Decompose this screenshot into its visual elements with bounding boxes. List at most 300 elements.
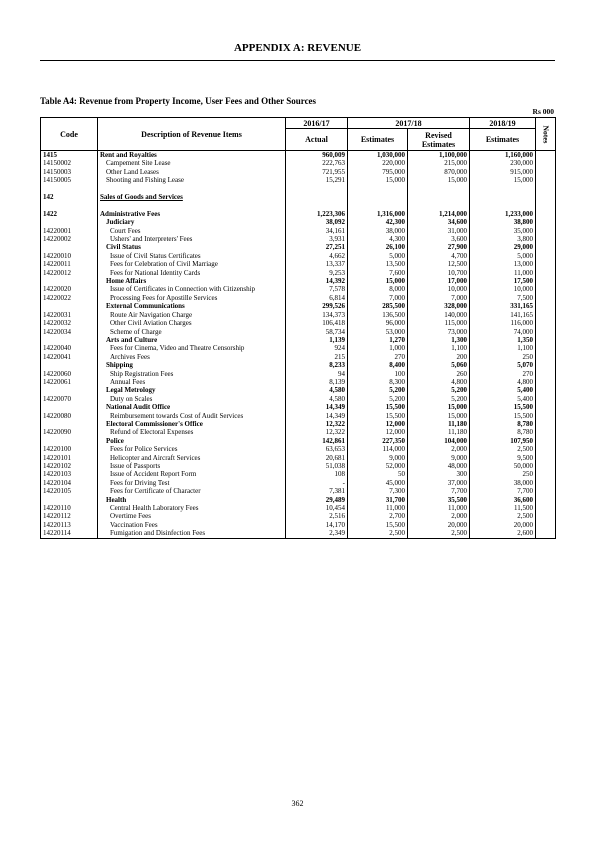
cell-description: Refund of Electoral Expenses <box>98 428 286 436</box>
cell-actual-2016-17: 10,454 <box>286 504 348 512</box>
cell-estimates-2017-18: 136,500 <box>348 311 408 319</box>
cell-notes <box>536 218 556 226</box>
cell-estimates-2017-18: 5,200 <box>348 386 408 394</box>
cell-estimates-2017-18: 15,000 <box>348 277 408 285</box>
cell-estimates-2018-19: 8,780 <box>470 420 536 428</box>
cell-revised-2017-18: 140,000 <box>408 311 470 319</box>
cell-estimates-2017-18: 5,200 <box>348 395 408 403</box>
cell-estimates-2018-19: 3,800 <box>470 235 536 243</box>
cell-notes <box>536 336 556 344</box>
cell-code: 14220040 <box>41 344 98 352</box>
cell-notes <box>536 479 556 487</box>
cell-estimates-2018-19: 36,600 <box>470 496 536 504</box>
cell-notes <box>536 269 556 277</box>
cell-actual-2016-17: 215 <box>286 353 348 361</box>
cell-notes <box>536 201 556 209</box>
cell-actual-2016-17: 6,814 <box>286 294 348 302</box>
cell-description: Archives Fees <box>98 353 286 361</box>
cell-actual-2016-17: 134,373 <box>286 311 348 319</box>
cell-estimates-2018-19: 915,000 <box>470 168 536 176</box>
cell-actual-2016-17: 4,662 <box>286 252 348 260</box>
table-row <box>41 294 556 302</box>
cell-code: 14220102 <box>41 462 98 470</box>
cell-revised-2017-18: 870,000 <box>408 168 470 176</box>
cell-revised-2017-18: 12,500 <box>408 260 470 268</box>
cell-description: Central Health Laboratory Fees <box>98 504 286 512</box>
cell-description: Helicopter and Aircraft Services <box>98 454 286 462</box>
cell-estimates-2018-19: 2,500 <box>470 445 536 453</box>
cell-estimates-2017-18: 7,000 <box>348 294 408 302</box>
cell-code: 14220112 <box>41 512 98 520</box>
cell-revised-2017-18: 5,200 <box>408 386 470 394</box>
table-row <box>41 260 556 268</box>
cell-description: Issue of Certificates in Connection with Citizenship <box>98 285 286 293</box>
cell-code: 14220002 <box>41 235 98 243</box>
cell-estimates-2017-18: 2,500 <box>348 529 408 538</box>
cell-estimates-2018-19: 8,780 <box>470 428 536 436</box>
table-row <box>41 168 556 176</box>
table-row <box>41 193 556 201</box>
col-header-year-2017-18: 2017/18 <box>348 118 470 129</box>
cell-notes <box>536 294 556 302</box>
cell-revised-2017-18 <box>408 185 470 193</box>
cell-actual-2016-17: 299,526 <box>286 302 348 310</box>
cell-estimates-2018-19: 10,000 <box>470 285 536 293</box>
table-row <box>41 353 556 361</box>
cell-notes <box>536 227 556 235</box>
cell-code: 14220031 <box>41 311 98 319</box>
table-row <box>41 496 556 504</box>
cell-description <box>98 193 286 201</box>
cell-notes <box>536 386 556 394</box>
cell-notes <box>536 302 556 310</box>
cell-notes <box>536 260 556 268</box>
table-row <box>41 470 556 478</box>
cell-actual-2016-17: 12,322 <box>286 428 348 436</box>
cell-notes <box>536 403 556 411</box>
notes-label: Notes <box>541 125 551 143</box>
cell-actual-2016-17: 14,349 <box>286 403 348 411</box>
table-row <box>41 328 556 336</box>
cell-code <box>41 218 98 226</box>
cell-revised-2017-18: 260 <box>408 370 470 378</box>
table-row <box>41 344 556 352</box>
cell-estimates-2017-18: 12,000 <box>348 428 408 436</box>
cell-estimates-2017-18: 15,000 <box>348 176 408 184</box>
cell-actual-2016-17: 4,580 <box>286 386 348 394</box>
cell-actual-2016-17: 222,763 <box>286 159 348 167</box>
cell-actual-2016-17: 15,291 <box>286 176 348 184</box>
cell-description: Route Air Navigation Charge <box>98 311 286 319</box>
cell-description: Fees for Celebration of Civil Marriage <box>98 260 286 268</box>
cell-revised-2017-18: 104,000 <box>408 437 470 445</box>
cell-code: 14220041 <box>41 353 98 361</box>
cell-estimates-2018-19: 1,160,000 <box>470 151 536 160</box>
cell-revised-2017-18: 5,200 <box>408 395 470 403</box>
table-row <box>41 462 556 470</box>
cell-estimates-2018-19: 2,600 <box>470 529 536 538</box>
table-row <box>41 277 556 285</box>
table-row <box>41 529 556 538</box>
cell-revised-2017-18: 73,000 <box>408 328 470 336</box>
cell-notes <box>536 159 556 167</box>
cell-notes <box>536 370 556 378</box>
col-header-estimates-2018-19: Estimates <box>470 129 536 151</box>
cell-estimates-2018-19: 74,000 <box>470 328 536 336</box>
table-row <box>41 454 556 462</box>
cell-estimates-2018-19 <box>470 193 536 201</box>
cell-notes <box>536 185 556 193</box>
cell-notes <box>536 487 556 495</box>
cell-code: 14220001 <box>41 227 98 235</box>
cell-description: Issue of Civil Status Certificates <box>98 252 286 260</box>
cell-description: Fumigation and Disinfection Fees <box>98 529 286 538</box>
cell-code <box>41 243 98 251</box>
cell-revised-2017-18: 20,000 <box>408 521 470 529</box>
cell-estimates-2017-18: 795,000 <box>348 168 408 176</box>
cell-notes <box>536 521 556 529</box>
cell-revised-2017-18: 4,800 <box>408 378 470 386</box>
cell-notes <box>536 454 556 462</box>
cell-code: 14150002 <box>41 159 98 167</box>
cell-code: 14220105 <box>41 487 98 495</box>
table-row <box>41 420 556 428</box>
col-header-revised-estimates: Revised Estimates <box>408 129 470 151</box>
cell-description: Reimbursement towards Cost of Audit Services <box>98 412 286 420</box>
cell-code: 14220101 <box>41 454 98 462</box>
cell-actual-2016-17: 58,734 <box>286 328 348 336</box>
table-row <box>41 185 556 193</box>
cell-actual-2016-17: 94 <box>286 370 348 378</box>
cell-notes <box>536 361 556 369</box>
table-row <box>41 512 556 520</box>
cell-notes <box>536 277 556 285</box>
cell-code <box>41 361 98 369</box>
cell-description: Civil Status <box>98 243 286 251</box>
cell-description: Court Fees <box>98 227 286 235</box>
cell-estimates-2018-19: 1,100 <box>470 344 536 352</box>
cell-revised-2017-18: 10,700 <box>408 269 470 277</box>
cell-code <box>41 201 98 209</box>
cell-description: Police <box>98 437 286 445</box>
cell-code: 14220080 <box>41 412 98 420</box>
cell-description: Duty on Scales <box>98 395 286 403</box>
cell-revised-2017-18: 2,000 <box>408 445 470 453</box>
cell-description: Shooting and Fishing Lease <box>98 176 286 184</box>
cell-actual-2016-17: 20,681 <box>286 454 348 462</box>
cell-actual-2016-17: 2,516 <box>286 512 348 520</box>
cell-revised-2017-18: 1,300 <box>408 336 470 344</box>
cell-description: Ship Registration Fees <box>98 370 286 378</box>
cell-actual-2016-17: 27,251 <box>286 243 348 251</box>
cell-revised-2017-18: 11,180 <box>408 420 470 428</box>
cell-actual-2016-17: 51,038 <box>286 462 348 470</box>
cell-estimates-2017-18: 42,300 <box>348 218 408 226</box>
cell-revised-2017-18: 4,700 <box>408 252 470 260</box>
cell-description: Issue of Accident Report Form <box>98 470 286 478</box>
cell-description: Scheme of Charge <box>98 328 286 336</box>
cell-revised-2017-18: 17,000 <box>408 277 470 285</box>
cell-estimates-2017-18: 7,600 <box>348 269 408 277</box>
units-label: Rs 000 <box>532 107 554 116</box>
cell-revised-2017-18: 115,000 <box>408 319 470 327</box>
cell-estimates-2018-19: 116,000 <box>470 319 536 327</box>
cell-estimates-2017-18: 52,000 <box>348 462 408 470</box>
cell-code: 14220011 <box>41 260 98 268</box>
cell-code: 14220100 <box>41 445 98 453</box>
table-row <box>41 428 556 436</box>
cell-estimates-2018-19: 38,800 <box>470 218 536 226</box>
cell-description: Administrative Fees <box>98 210 286 218</box>
cell-estimates-2018-19: 5,400 <box>470 386 536 394</box>
table-row <box>41 378 556 386</box>
cell-revised-2017-18: 35,500 <box>408 496 470 504</box>
table-row <box>41 218 556 226</box>
table-row <box>41 235 556 243</box>
cell-revised-2017-18: 5,060 <box>408 361 470 369</box>
cell-estimates-2018-19: 5,000 <box>470 252 536 260</box>
cell-description: Fees for Cinema, Video and Theatre Censorship <box>98 344 286 352</box>
cell-code: 14220070 <box>41 395 98 403</box>
cell-notes <box>536 529 556 538</box>
cell-estimates-2017-18 <box>348 193 408 201</box>
cell-notes <box>536 412 556 420</box>
table-row <box>41 336 556 344</box>
cell-actual-2016-17: 34,161 <box>286 227 348 235</box>
cell-notes <box>536 395 556 403</box>
cell-estimates-2017-18: 100 <box>348 370 408 378</box>
cell-estimates-2018-19: 15,500 <box>470 412 536 420</box>
cell-actual-2016-17 <box>286 185 348 193</box>
cell-estimates-2018-19: 7,500 <box>470 294 536 302</box>
cell-code <box>41 277 98 285</box>
cell-revised-2017-18: 15,000 <box>408 403 470 411</box>
cell-notes <box>536 176 556 184</box>
cell-notes <box>536 243 556 251</box>
cell-notes <box>536 311 556 319</box>
cell-revised-2017-18: 7,000 <box>408 294 470 302</box>
cell-actual-2016-17: 2,349 <box>286 529 348 538</box>
cell-estimates-2017-18: 15,500 <box>348 412 408 420</box>
cell-code: 14220022 <box>41 294 98 302</box>
cell-description: National Audit Office <box>98 403 286 411</box>
cell-estimates-2017-18: 38,000 <box>348 227 408 235</box>
section-heading: Sales of Goods and Services <box>100 193 183 202</box>
cell-estimates-2017-18: 220,000 <box>348 159 408 167</box>
cell-revised-2017-18: 1,100,000 <box>408 151 470 160</box>
cell-estimates-2018-19: 107,950 <box>470 437 536 445</box>
cell-estimates-2018-19: 35,000 <box>470 227 536 235</box>
cell-description: Issue of Passports <box>98 462 286 470</box>
cell-code: 1422 <box>41 210 98 218</box>
cell-notes <box>536 445 556 453</box>
cell-revised-2017-18: 37,000 <box>408 479 470 487</box>
cell-estimates-2018-19: 13,000 <box>470 260 536 268</box>
cell-estimates-2017-18: 2,700 <box>348 512 408 520</box>
cell-revised-2017-18: 27,900 <box>408 243 470 251</box>
cell-code <box>41 336 98 344</box>
cell-estimates-2017-18: 50 <box>348 470 408 478</box>
header-rule <box>40 60 555 61</box>
cell-description: Other Civil Aviation Charges <box>98 319 286 327</box>
table-row <box>41 487 556 495</box>
table-row <box>41 386 556 394</box>
cell-actual-2016-17: 7,578 <box>286 285 348 293</box>
cell-code: 14220010 <box>41 252 98 260</box>
cell-revised-2017-18: 328,000 <box>408 302 470 310</box>
cell-notes <box>536 512 556 520</box>
cell-description: External Communications <box>98 302 286 310</box>
col-header-year-2016-17: 2016/17 <box>286 118 348 129</box>
cell-estimates-2017-18: 227,350 <box>348 437 408 445</box>
cell-estimates-2018-19: 38,000 <box>470 479 536 487</box>
table-row <box>41 370 556 378</box>
cell-estimates-2017-18: 11,000 <box>348 504 408 512</box>
cell-revised-2017-18: 48,000 <box>408 462 470 470</box>
table-row <box>41 445 556 453</box>
table-row <box>41 227 556 235</box>
cell-actual-2016-17: 3,931 <box>286 235 348 243</box>
cell-notes <box>536 496 556 504</box>
cell-description: Arts and Culture <box>98 336 286 344</box>
cell-estimates-2017-18 <box>348 185 408 193</box>
cell-code: 14220061 <box>41 378 98 386</box>
table-row <box>41 319 556 327</box>
cell-revised-2017-18: 11,000 <box>408 504 470 512</box>
cell-description: Fees for National Identity Cards <box>98 269 286 277</box>
table-row <box>41 311 556 319</box>
cell-estimates-2017-18: 8,400 <box>348 361 408 369</box>
cell-revised-2017-18: 215,000 <box>408 159 470 167</box>
cell-estimates-2018-19: 17,500 <box>470 277 536 285</box>
cell-revised-2017-18: 300 <box>408 470 470 478</box>
cell-actual-2016-17: 142,861 <box>286 437 348 445</box>
cell-notes <box>536 168 556 176</box>
cell-notes <box>536 210 556 218</box>
cell-description: Shipping <box>98 361 286 369</box>
page-number: 362 <box>291 799 304 808</box>
cell-actual-2016-17: 12,322 <box>286 420 348 428</box>
cell-notes <box>536 252 556 260</box>
cell-estimates-2017-18: 12,000 <box>348 420 408 428</box>
table-row <box>41 504 556 512</box>
col-header-year-2018-19: 2018/19 <box>470 118 536 129</box>
cell-actual-2016-17: 4,580 <box>286 395 348 403</box>
cell-revised-2017-18: 1,100 <box>408 344 470 352</box>
cell-notes <box>536 353 556 361</box>
cell-actual-2016-17: 8,139 <box>286 378 348 386</box>
table-row <box>41 361 556 369</box>
cell-actual-2016-17: 1,139 <box>286 336 348 344</box>
cell-estimates-2018-19: 230,000 <box>470 159 536 167</box>
cell-estimates-2018-19: 5,070 <box>470 361 536 369</box>
cell-description: Rent and Royalties <box>98 151 286 160</box>
cell-description: Processing Fees for Apostille Services <box>98 294 286 302</box>
cell-estimates-2017-18: 1,270 <box>348 336 408 344</box>
table-row <box>41 479 556 487</box>
cell-description: Electoral Commissioner's Office <box>98 420 286 428</box>
cell-estimates-2018-19: 29,000 <box>470 243 536 251</box>
cell-actual-2016-17: 14,349 <box>286 412 348 420</box>
cell-estimates-2017-18: 8,000 <box>348 285 408 293</box>
cell-estimates-2018-19: 2,500 <box>470 512 536 520</box>
cell-estimates-2018-19: 1,350 <box>470 336 536 344</box>
cell-estimates-2018-19: 250 <box>470 353 536 361</box>
cell-description: Fees for Certificate of Character <box>98 487 286 495</box>
cell-estimates-2017-18: 285,500 <box>348 302 408 310</box>
cell-estimates-2017-18: 13,500 <box>348 260 408 268</box>
revenue-table <box>40 117 556 539</box>
cell-code: 14220032 <box>41 319 98 327</box>
cell-revised-2017-18: 3,600 <box>408 235 470 243</box>
cell-description <box>98 185 286 193</box>
table-row <box>41 285 556 293</box>
cell-actual-2016-17: 924 <box>286 344 348 352</box>
cell-estimates-2018-19: 11,500 <box>470 504 536 512</box>
cell-notes <box>536 420 556 428</box>
cell-actual-2016-17: 29,489 <box>286 496 348 504</box>
cell-code: 14220020 <box>41 285 98 293</box>
table-row <box>41 243 556 251</box>
cell-estimates-2017-18: 4,300 <box>348 235 408 243</box>
table-row <box>41 412 556 420</box>
cell-estimates-2018-19: 15,500 <box>470 403 536 411</box>
cell-estimates-2017-18: 26,100 <box>348 243 408 251</box>
cell-code <box>41 386 98 394</box>
cell-actual-2016-17: 108 <box>286 470 348 478</box>
table-row <box>41 210 556 218</box>
cell-revised-2017-18: 7,700 <box>408 487 470 495</box>
table-title: Table A4: Revenue from Property Income, User Fees and Other Sources <box>40 96 317 106</box>
cell-estimates-2017-18: 1,000 <box>348 344 408 352</box>
cell-notes <box>536 235 556 243</box>
table-row <box>41 395 556 403</box>
cell-estimates-2017-18: 31,700 <box>348 496 408 504</box>
cell-revised-2017-18: 2,000 <box>408 512 470 520</box>
cell-estimates-2018-19: 11,000 <box>470 269 536 277</box>
cell-estimates-2017-18: 5,000 <box>348 252 408 260</box>
cell-description: Legal Metrology <box>98 386 286 394</box>
cell-estimates-2017-18 <box>348 201 408 209</box>
cell-estimates-2018-19: 9,500 <box>470 454 536 462</box>
cell-description: Campement Site Lease <box>98 159 286 167</box>
col-header-actual: Actual <box>286 129 348 151</box>
cell-estimates-2018-19: 20,000 <box>470 521 536 529</box>
cell-actual-2016-17: 106,418 <box>286 319 348 327</box>
cell-description: Health <box>98 496 286 504</box>
cell-estimates-2018-19 <box>470 185 536 193</box>
table-body <box>41 151 556 539</box>
cell-actual-2016-17: 8,233 <box>286 361 348 369</box>
cell-revised-2017-18: 31,000 <box>408 227 470 235</box>
cell-estimates-2017-18: 15,500 <box>348 521 408 529</box>
cell-code: 14220012 <box>41 269 98 277</box>
cell-actual-2016-17: - <box>286 479 348 487</box>
cell-estimates-2017-18: 9,000 <box>348 454 408 462</box>
cell-notes <box>536 462 556 470</box>
cell-revised-2017-18 <box>408 193 470 201</box>
table-row <box>41 201 556 209</box>
cell-notes <box>536 193 556 201</box>
table-row <box>41 403 556 411</box>
cell-actual-2016-17: 960,009 <box>286 151 348 160</box>
cell-notes <box>536 328 556 336</box>
cell-description <box>98 201 286 209</box>
cell-actual-2016-17: 13,337 <box>286 260 348 268</box>
cell-estimates-2018-19: 331,165 <box>470 302 536 310</box>
cell-code: 14220103 <box>41 470 98 478</box>
cell-code <box>41 403 98 411</box>
